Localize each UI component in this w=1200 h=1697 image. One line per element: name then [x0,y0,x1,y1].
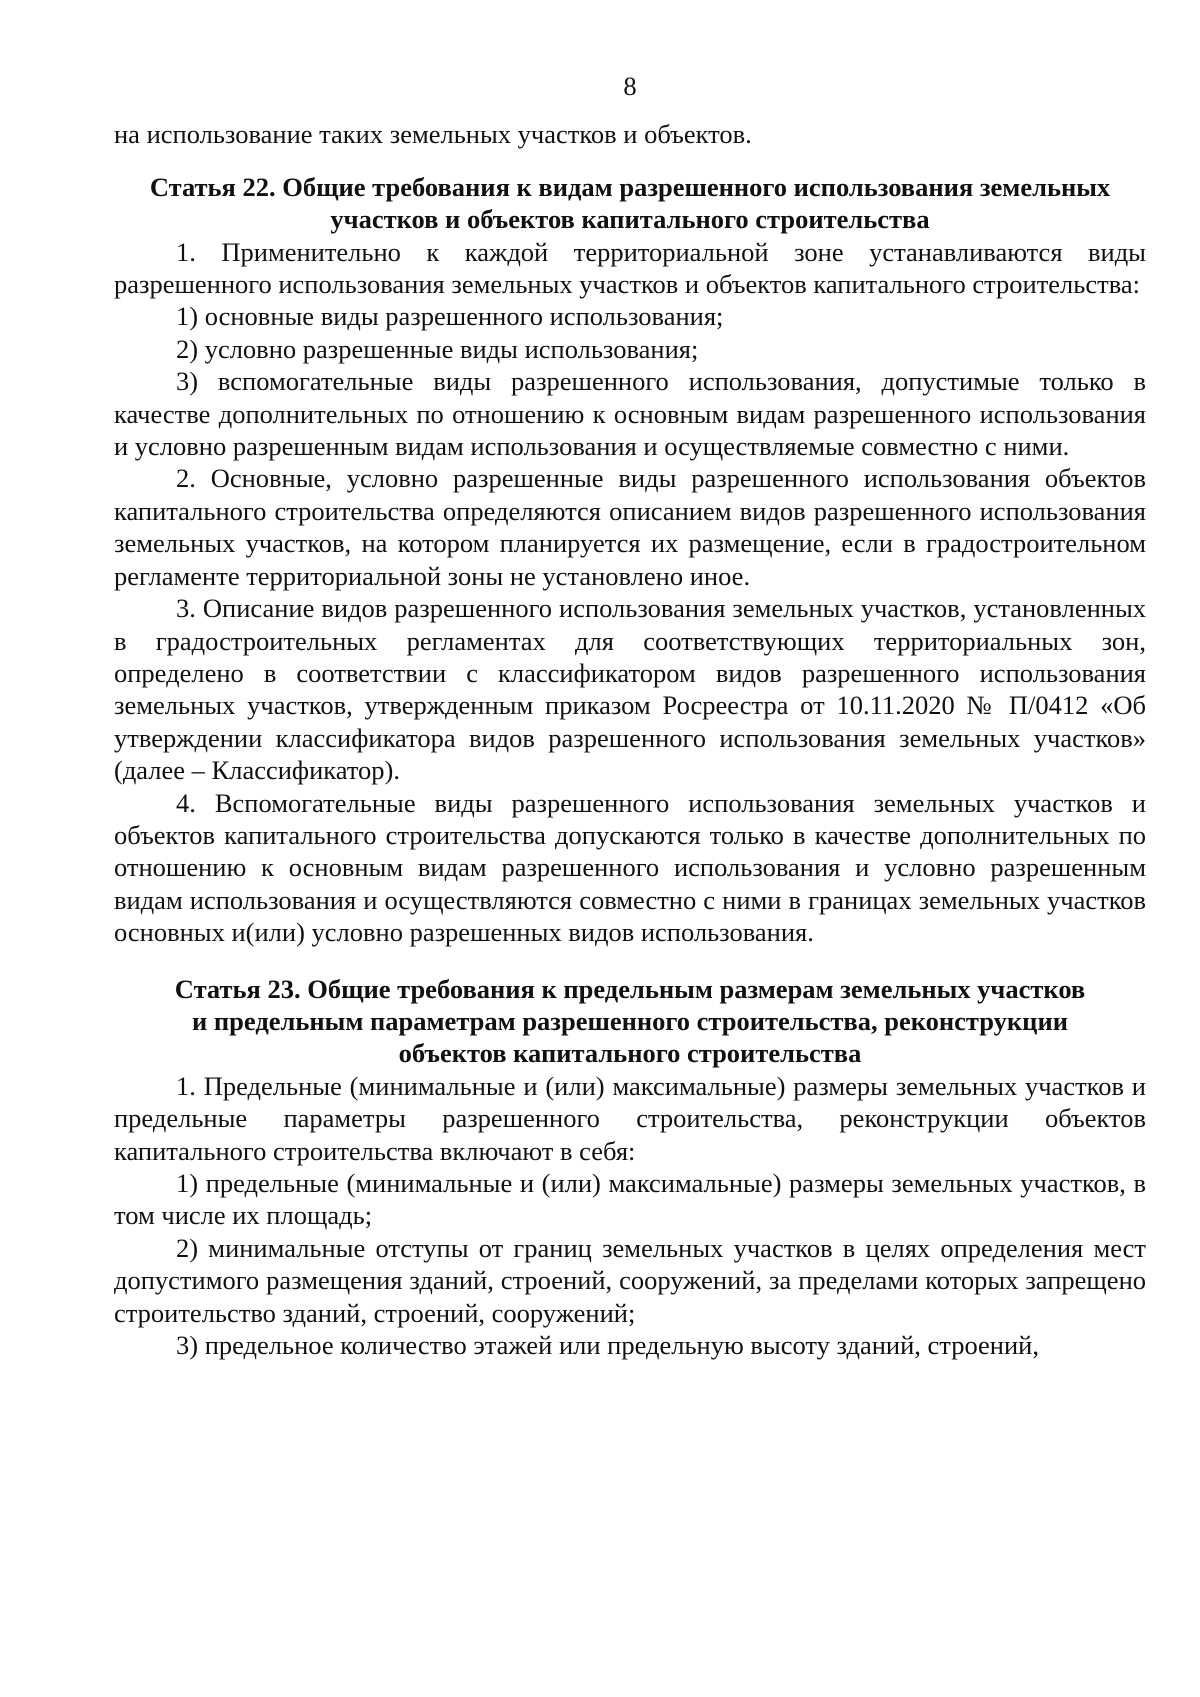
article-22-paragraph-1: 1. Применительно к каждой территориальной зоне устанавливаются виды разрешенного использования земельных участков и объектов капитального строительства: [114,236,1146,300]
article-22-list-item-1: 1) основные виды разрешенного использования; [176,301,724,332]
intro-text: на использование таких земельных участков и объектов. [114,119,752,150]
article-23-list-item-3: 3) предельное количество этажей или предельную высоту зданий, строений, [176,1330,1039,1361]
article-23-list-item-1: 1) предельные (минимальные и (или) максимальные) размеры земельных участков, в том числе их площадь; [114,1168,1146,1231]
article-22-list-item-3: 3) вспомогательные виды разрешенного использования, допустимые только в качестве дополнительных по отношению к основным видам разрешенного использования и условно разрешенным видам использования и осуществляемые совместно с ними. [114,366,1146,462]
article-22-title-line-1: Статья 22. Общие требования к видам разрешенного использования земельных [149,171,1111,202]
article-23-paragraph-1: 1. Предельные (минимальные и (или) максимальные) размеры земельных участков и предельные параметры разрешенного строительства, реконструкции объектов капитального строительства включают в себя: [114,1070,1146,1166]
article-23-list-item-2: 2) минимальные отступы от границ земельных участков в целях определения мест допустимого размещения зданий, строений, сооружений, за пределами которых запрещено строительство зданий, строений, сооружений; [114,1232,1146,1328]
article-22-list-item-2: 2) условно разрешенные виды использования; [176,333,699,364]
article-22-paragraph-3: 3. Описание видов разрешенного использования земельных участков, установленных в градостроительных регламентах для соответствующих территориальных зон, определено в соответствии с классификатором видов разрешенного использования земельных участков, утвержденным приказом Росреестра от 10.11.2020 № П/0412 «Об утверждении классификатора видов разрешенного использования земельных участков» (далее – Классификатор). [114,593,1146,786]
article-23-title-line-3: объектов капитального строительства [398,1038,862,1069]
page-number: 8 [623,71,637,101]
document-page [114,70,1146,1361]
article-23-title-line-1: Статья 23. Общие требования к предельным размерам земельных участков [174,973,1086,1004]
article-22-paragraph-2: 2. Основные, условно разрешенные виды разрешенного использования объектов капитального строительства определяются описанием видов разрешенного использования земельных участков, на котором планируется их размещение, если в градостроительном регламенте территориальной зоны не установлено иное. [114,463,1146,591]
article-22 [114,171,1146,949]
article-23 [114,973,1146,1362]
article-23-title-line-2: и предельным параметрам разрешенного строительства, реконструкции [192,1005,1068,1036]
article-22-title-line-2: участков и объектов капитального строительства [330,204,930,235]
article-22-paragraph-4: 4. Вспомогательные виды разрешенного использования земельных участков и объектов капитального строительства допускаются только в качестве дополнительных по отношению к основным видам разрешенного использования и условно разрешенным видам использования и осуществляются совместно с ними в границах земельных участков основных и(или) условно разрешенных видов использования. [114,787,1146,948]
